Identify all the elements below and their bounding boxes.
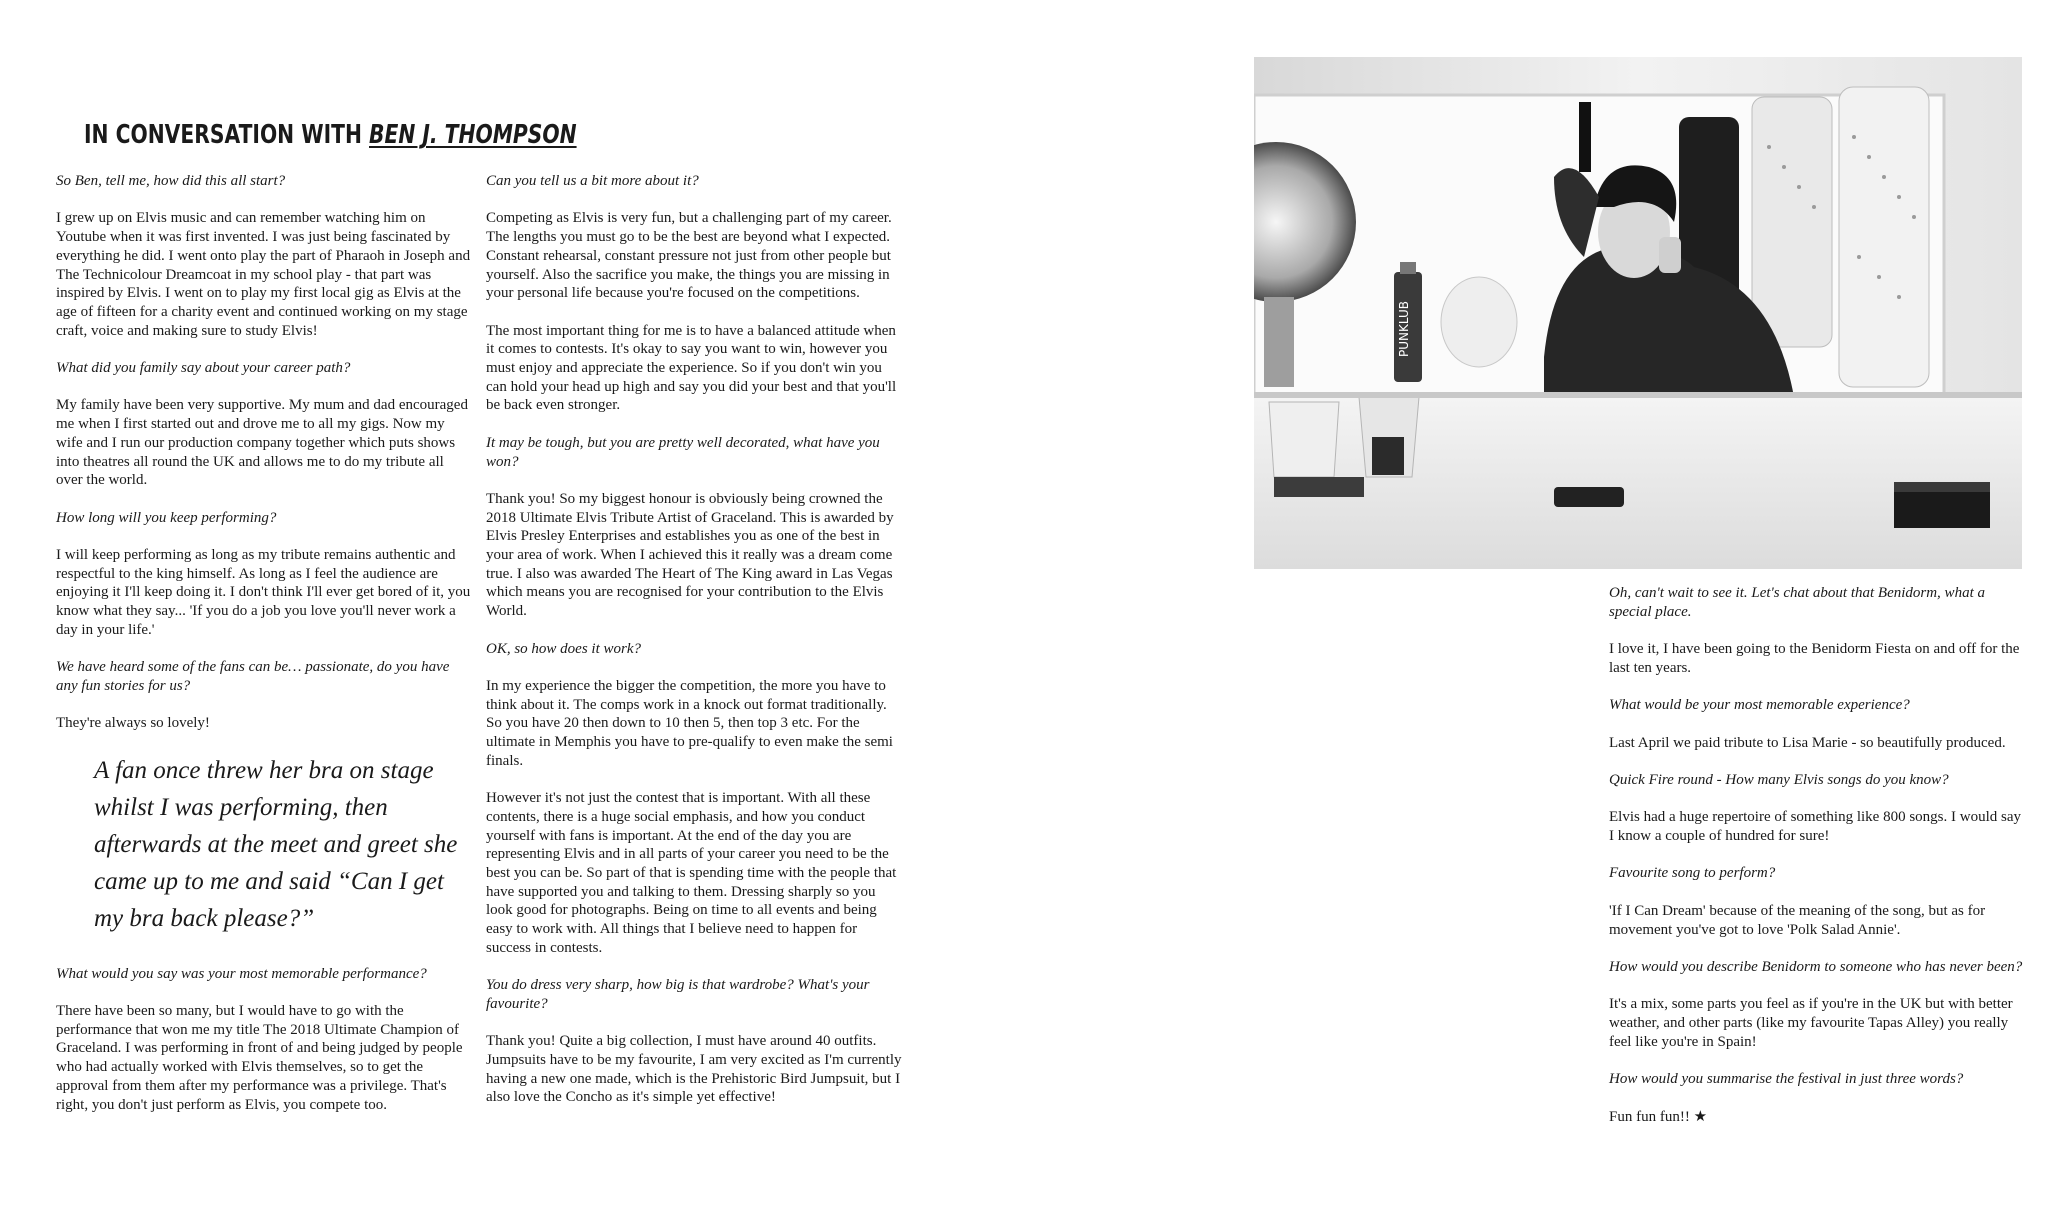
interview-answer: Competing as Elvis is very fun, but a challenging part of my career. The lengths you must go to be the best are beyond what I expected. Constant rehearsal, constant pressure not just from other people but yourself. Also the sacrifice you make, the things you are missing in your personal life because you're focused on the competitions. <box>486 210 892 302</box>
interview-answer: I will keep performing as long as my tribute remains authentic and respectful to the king himself. As long as I feel the audience are enjoying it I'll keep doing it. I don't think I'll ever get bored of it, you know what they say... 'If you do a job you love you'll never work a day in your life.' <box>56 546 471 638</box>
interview-question: How would you summarise the festival in just three words? <box>1609 1071 1964 1088</box>
interview-answer: There have been so many, but I would have to go with the performance that won me my title The 2018 Ultimate Champion of Graceland. I was performing in front of and being judged by people who had actually worked with Elvis themselves, so to get the approval from them after my performance was a privilege. That's right, you don't just perform as Elvis, you compete too. <box>56 1003 463 1113</box>
interview-answer: The most important thing for me is to have a balanced attitude when it comes to contests. It's okay to say you want to win, however you must enjoy and appreciate the experience. So if you don't win you can hold your head up high and say you did your best and that you'll be back even stronger. <box>486 322 897 414</box>
interview-question: What did you family say about your career path? <box>56 360 351 376</box>
interview-question: Favourite song to perform? <box>1609 865 1776 882</box>
interview-answer: 'If I Can Dream' because of the meaning of the song, but as for movement you've got to love 'Polk Salad Annie'. <box>1609 902 1986 938</box>
interview-answer: In my experience the bigger the competition, the more you have to think about it. The comps work in a knock out format traditionally. So you have 20 then down to 10 then 5, then top 3 etc. For the ultimate in Memphis you have to pre-qualify to even make the semi finals. <box>486 677 893 769</box>
article-headline <box>84 118 577 152</box>
interview-question: So Ben, tell me, how did this all start? <box>56 173 286 189</box>
dressing-room-photo <box>1254 57 2022 569</box>
interview-column-2 <box>486 172 902 1126</box>
interview-answer: I love it, I have been going to the Benidorm Fiesta on and off for the last ten years. <box>1609 641 2020 676</box>
headline-name: BEN J. THOMPSON <box>369 120 577 150</box>
interview-question: Quick Fire round - How many Elvis songs do you know? <box>1609 771 1949 788</box>
photo-illustration <box>1254 57 2022 569</box>
interview-question: You do dress very sharp, how big is that wardrobe? What's your favourite? <box>486 977 870 1012</box>
interview-answer: However it's not just the contest that is important. With all these contents, there is a huge social emphasis, and how you conduct yourself with fans is important. At the end of the day you are representing Elvis and in all parts of your career you need to be the best you can be. So part of that is spending time with the people that have supported you and talking to them. Dressing sharply so you look good for photographs. Being on time to all events and being easy to work with. All things that I believe need to happen for success in contests. <box>486 790 897 956</box>
interview-column-3 <box>1609 584 2025 1145</box>
interview-column-1 <box>56 172 472 1133</box>
pull-quote: A fan once threw her bra on stage whilst I was performing, then afterwards at the meet and greet she came up to me and said “Can I get my bra back please?” <box>94 756 458 932</box>
interview-answer: Fun fun fun!! ★ <box>1609 1108 1708 1125</box>
interview-answer: Thank you! So my biggest honour is obviously being crowned the 2018 Ultimate Elvis Tribute Artist of Graceland. This is awarded by Elvis Presley Enterprises and establishes you as one of the best in your area of work. When I achieved this it really was a dream come true. I also was awarded The Heart of The King award in Las Vegas which means you are recognised for your contribution to the Elvis World. <box>486 490 894 620</box>
interview-question: We have heard some of the fans can be… passionate, do you have any fun stories for us? <box>56 659 450 694</box>
interview-question: OK, so how does it work? <box>486 640 642 657</box>
spray-can-label: PUNKLUB <box>1397 301 1411 357</box>
interview-answer: Elvis had a huge repertoire of something like 800 songs. I would say I know a couple of hundred for sure! <box>1609 809 2022 845</box>
interview-answer: It's a mix, some parts you feel as if you're in the UK but with better weather, and other parts (like my favourite Tapas Alley) you really feel like you're in Spain! <box>1609 996 2013 1050</box>
interview-question: How would you describe Benidorm to someone who has never been? <box>1609 958 2023 975</box>
headline-prefix: IN CONVERSATION WITH <box>84 120 362 150</box>
interview-question: How long will you keep performing? <box>56 509 277 526</box>
interview-answer: Last April we paid tribute to Lisa Marie - so beautifully produced. <box>1609 734 2006 751</box>
interview-answer: Thank you! Quite a big collection, I must have around 40 outfits. Jumpsuits have to be my favourite, I am very excited as I'm currently having a new one made, which is the Prehistoric Bird Jumpsuit, but I also love the Concho as it's simple yet effective! <box>486 1033 902 1106</box>
interview-question: What would be your most memorable experience? <box>1609 697 1910 714</box>
interview-answer: They're always so lovely! <box>56 715 210 732</box>
interview-question: It may be tough, but you are pretty well decorated, what have you won? <box>486 434 880 470</box>
interview-question: What would you say was your most memorable performance? <box>56 965 427 982</box>
interview-answer: I grew up on Elvis music and can remember watching him on Youtube when it was first invented. I was just being fascinated by everything he did. I went onto play the part of Pharaoh in Joseph and The Technicolour Dreamcoat in my school play - that part was inspired by Elvis. I went on to play my first local gig as Elvis at the age of fifteen for a charity event and continued working on my stage craft, voice and making sure to study Elvis! <box>56 210 471 339</box>
interview-question: Oh, can't wait to see it. Let's chat about that Benidorm, what a special place. <box>1609 585 1985 620</box>
interview-answer: My family have been very supportive. My mum and dad encouraged me when I first started out and drove me to all my gigs. Now my wife and I run our production company together which puts shows into theatres all round the UK and allows me to do my tribute all over the world. <box>56 397 468 489</box>
interview-question: Can you tell us a bit more about it? <box>486 173 699 189</box>
